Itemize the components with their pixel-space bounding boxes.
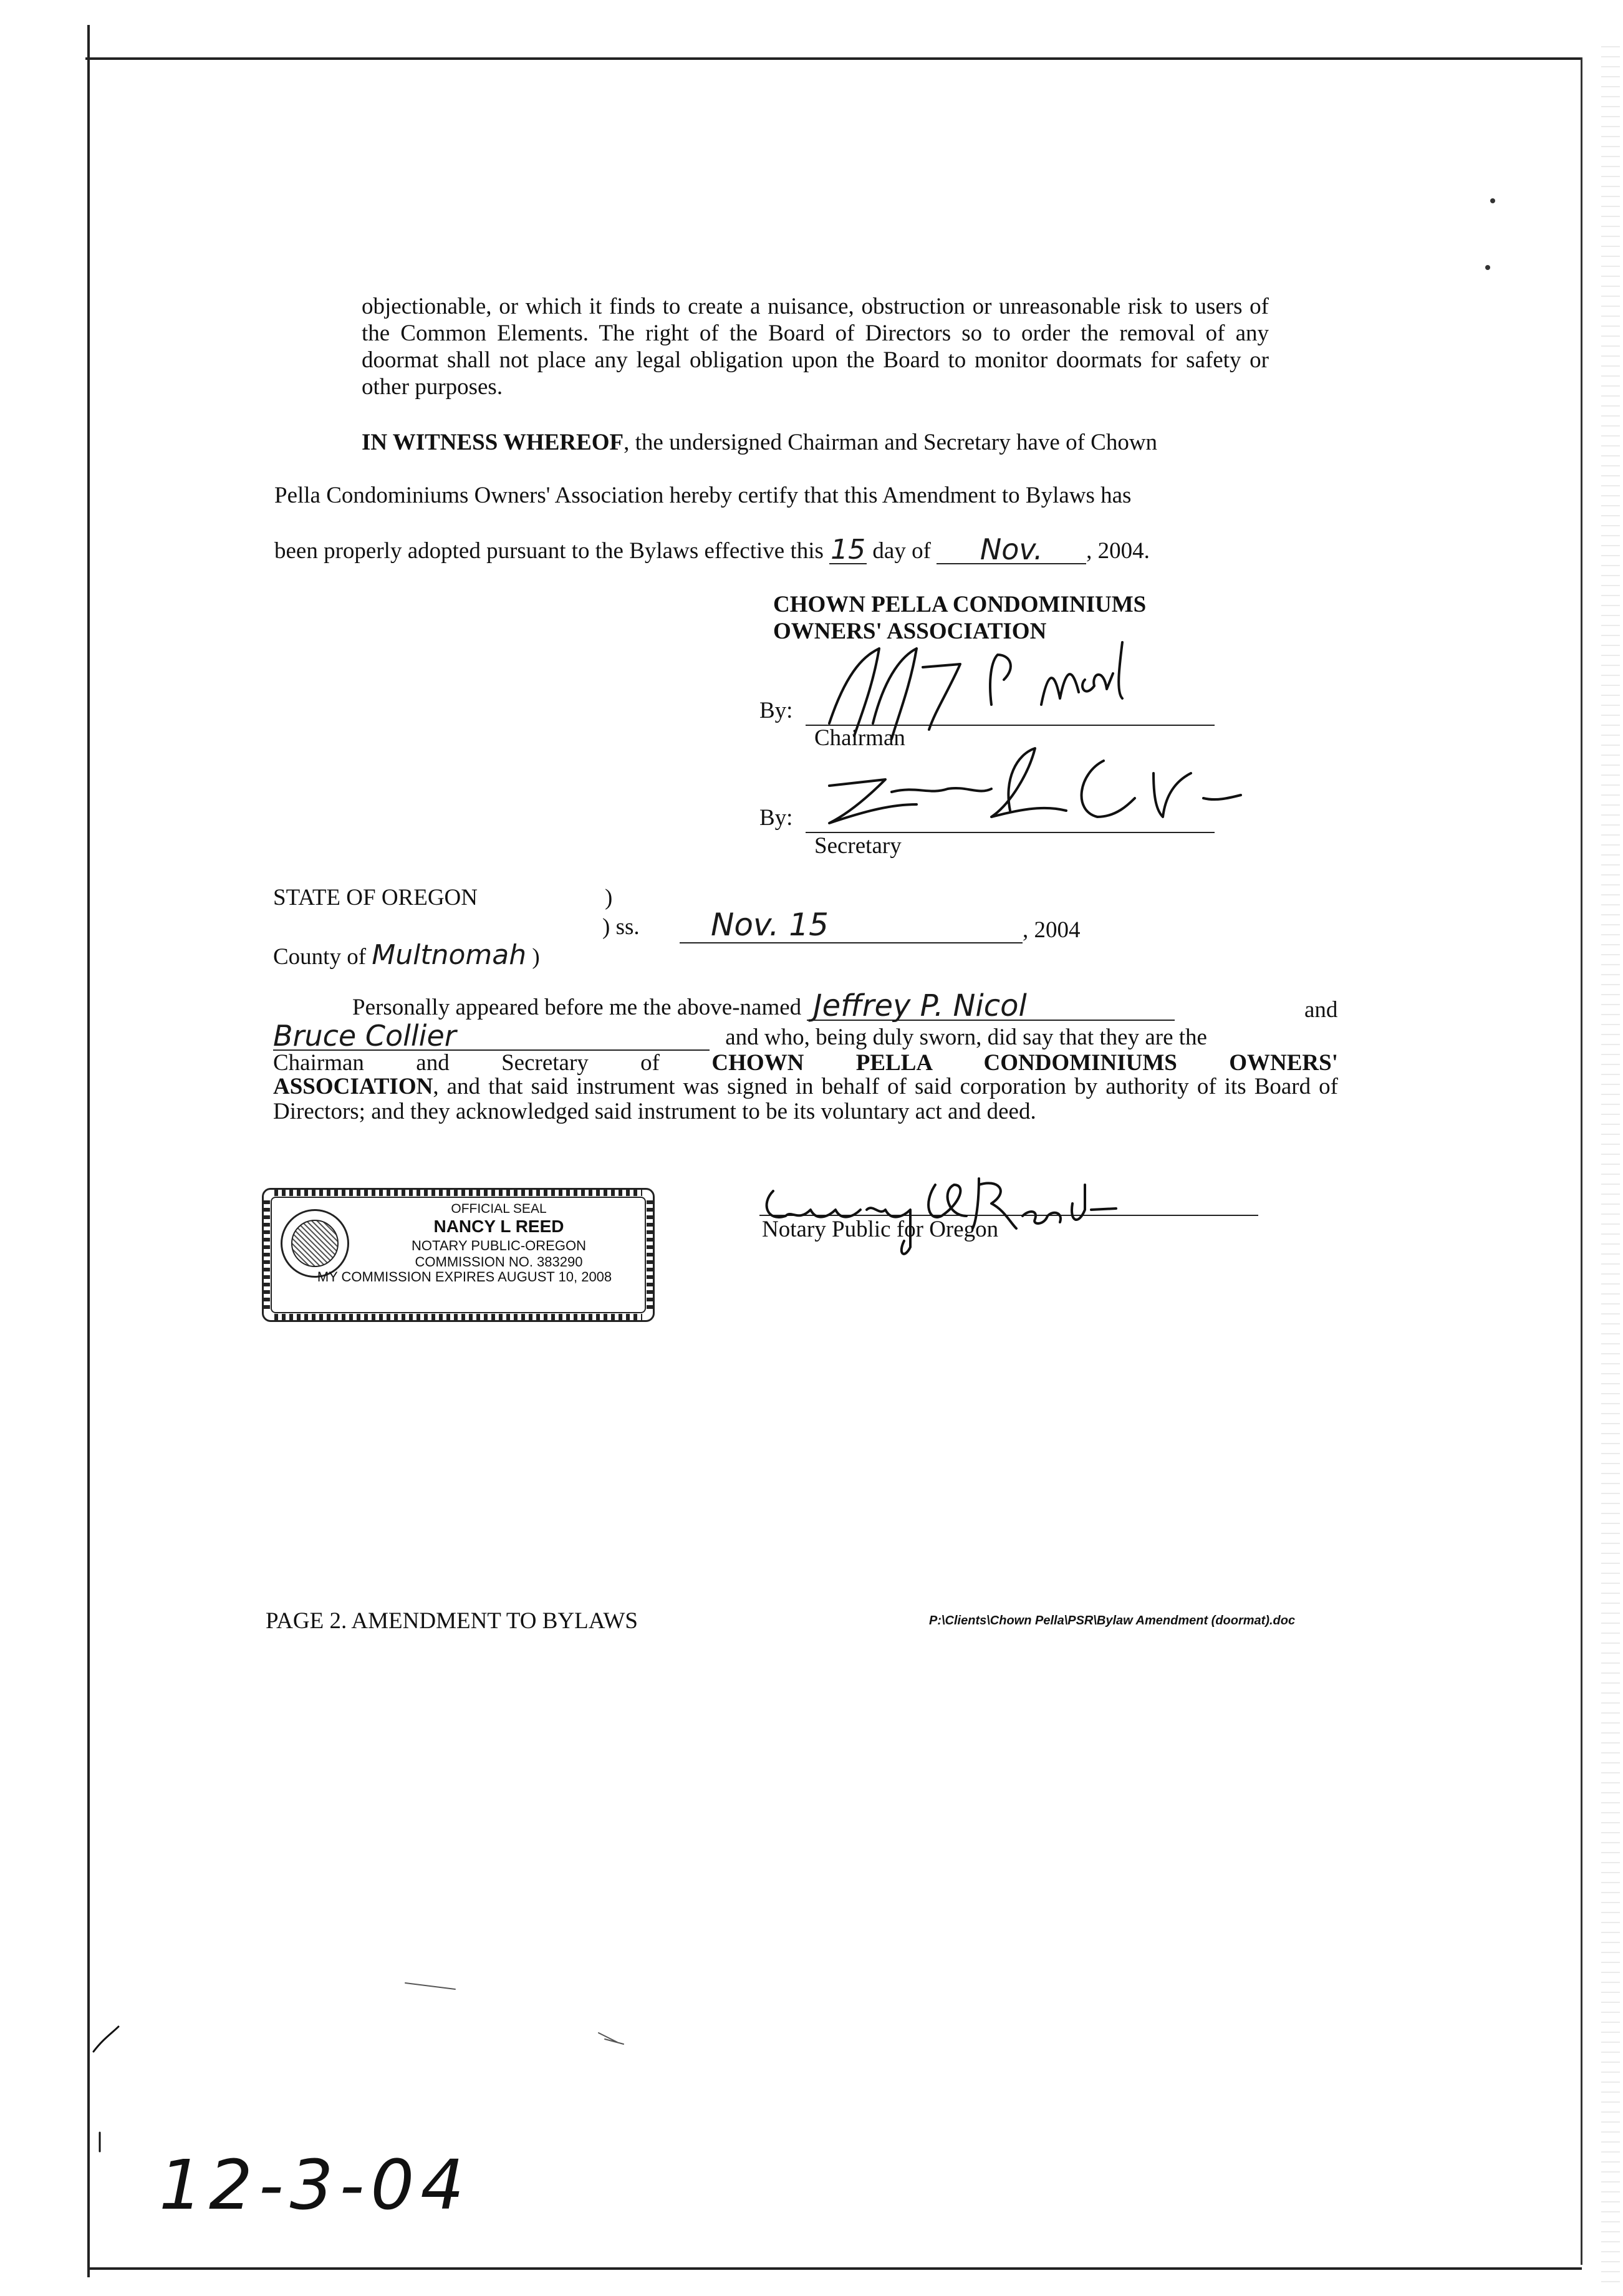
county-line bbox=[273, 939, 540, 971]
state-label: STATE OF OREGON bbox=[273, 885, 478, 910]
page-border-bottom bbox=[87, 2267, 1582, 2270]
seal-line-1: OFFICIAL SEAL bbox=[451, 1202, 547, 1216]
state-seal-emblem-icon bbox=[281, 1209, 349, 1278]
by-label-secretary: By: bbox=[759, 805, 793, 831]
secretary-label: Secretary bbox=[814, 833, 902, 859]
acknowledgment-text-3: , and that said instrument was signed in behalf of said corporation by authority of its Board of Directors; and they acknowledged said instrument to be its voluntary act and deed. bbox=[273, 1074, 1338, 1124]
amendment-paragraph-text: objectionable, or which it finds to create a nuisance, obstruction or unreasonable risk to users of the Common Elements. The right of the Board of Directors so to order the removal of any doormat shall not place any legal obligation upon the Board to monitor doormats for safety or other purposes. bbox=[362, 294, 1269, 400]
amendment-paragraph bbox=[362, 293, 1269, 400]
acknowledgment-text-2a: Chairman and Secretary of bbox=[273, 1050, 712, 1076]
appearer-line-2 bbox=[273, 1019, 1207, 1053]
association-line-2: OWNERS' ASSOCIATION bbox=[773, 619, 1047, 644]
notary-date-line bbox=[680, 907, 1081, 943]
witness-text-3c: , 2004. bbox=[1086, 538, 1150, 564]
acknowledgment-association-name: CHOWN PELLA CONDOMINIUMS OWNERS' bbox=[711, 1050, 1339, 1076]
ss-label: ) ss. bbox=[602, 914, 640, 940]
effective-month-field: Nov. bbox=[937, 536, 1086, 564]
notary-signature bbox=[754, 1166, 1141, 1266]
notary-year: , 2004 bbox=[1023, 917, 1081, 943]
seal-chain-bottom bbox=[274, 1314, 642, 1320]
notary-seal bbox=[262, 1188, 655, 1322]
page-border-top bbox=[85, 57, 1582, 60]
county-label: County of bbox=[273, 944, 367, 970]
page-border-left bbox=[87, 25, 90, 2277]
notary-label: Notary Public for Oregon bbox=[762, 1217, 999, 1242]
witness-line-3 bbox=[274, 533, 1150, 566]
seal-line-4: COMMISSION NO. 383290 bbox=[415, 1254, 583, 1270]
county-paren: ) bbox=[532, 944, 540, 970]
acknowledgment-association-word: ASSOCIATION bbox=[273, 1074, 433, 1099]
seal-line-2: NANCY L REED bbox=[433, 1217, 564, 1236]
handwritten-date: 12-3-04 bbox=[159, 2145, 471, 2225]
witness-heading: IN WITNESS WHEREOF bbox=[362, 430, 624, 455]
scan-speck bbox=[1490, 198, 1495, 203]
acknowledgment-line-3 bbox=[273, 1049, 1338, 1076]
by-label-chairman: By: bbox=[759, 698, 793, 723]
file-path: P:\Clients\Chown Pella\PSR\Bylaw Amendment (doormat).doc bbox=[929, 1614, 1296, 1628]
state-paren: ) bbox=[605, 885, 613, 910]
chairman-label: Chairman bbox=[814, 725, 905, 751]
seal-chain-right bbox=[647, 1200, 653, 1310]
seal-line-5: MY COMMISSION EXPIRES AUGUST 10, 2008 bbox=[317, 1269, 612, 1285]
appeared-text: Personally appeared before me the above-named bbox=[352, 995, 802, 1020]
page-footer-title: PAGE 2. AMENDMENT TO BYLAWS bbox=[266, 1608, 638, 1634]
effective-day-field: 15 bbox=[831, 534, 866, 566]
scan-speck bbox=[1485, 265, 1490, 270]
sworn-text: and who, being duly sworn, did say that they are the bbox=[725, 1025, 1207, 1050]
witness-text-3b: day of bbox=[872, 538, 931, 564]
witness-line-2 bbox=[274, 482, 1131, 509]
witness-text-2: Pella Condominiums Owners' Association hereby certify that this Amendment to Bylaws has bbox=[274, 483, 1132, 508]
witness-text-3a: been properly adopted pursuant to the Bylaws effective this bbox=[274, 538, 824, 564]
witness-text-1: , the undersigned Chairman and Secretary have of Chown bbox=[624, 430, 1158, 455]
association-line-1: CHOWN PELLA CONDOMINIUMS bbox=[773, 592, 1147, 617]
appearer-name-1: Jeffrey P. Nicol bbox=[807, 993, 1175, 1021]
notary-date-field: Nov. 15 bbox=[680, 907, 1023, 943]
witness-line-1 bbox=[362, 429, 1157, 456]
and-text: and bbox=[1304, 997, 1338, 1023]
appeared-line bbox=[352, 988, 1175, 1023]
seal-chain-left bbox=[264, 1200, 270, 1310]
seal-line-3: NOTARY PUBLIC-OREGON bbox=[412, 1238, 586, 1253]
appearer-name-2: Bruce Collier bbox=[273, 1023, 710, 1051]
seal-chain-top bbox=[274, 1190, 642, 1196]
page-border-right bbox=[1581, 57, 1582, 2265]
acknowledgment-paragraph bbox=[273, 1074, 1338, 1124]
chairman-signature bbox=[811, 630, 1210, 748]
county-value: Multnomah bbox=[372, 939, 527, 971]
secretary-signature bbox=[804, 736, 1253, 842]
scan-edge-noise bbox=[1601, 37, 1620, 2282]
scan-marks bbox=[94, 1964, 655, 2151]
